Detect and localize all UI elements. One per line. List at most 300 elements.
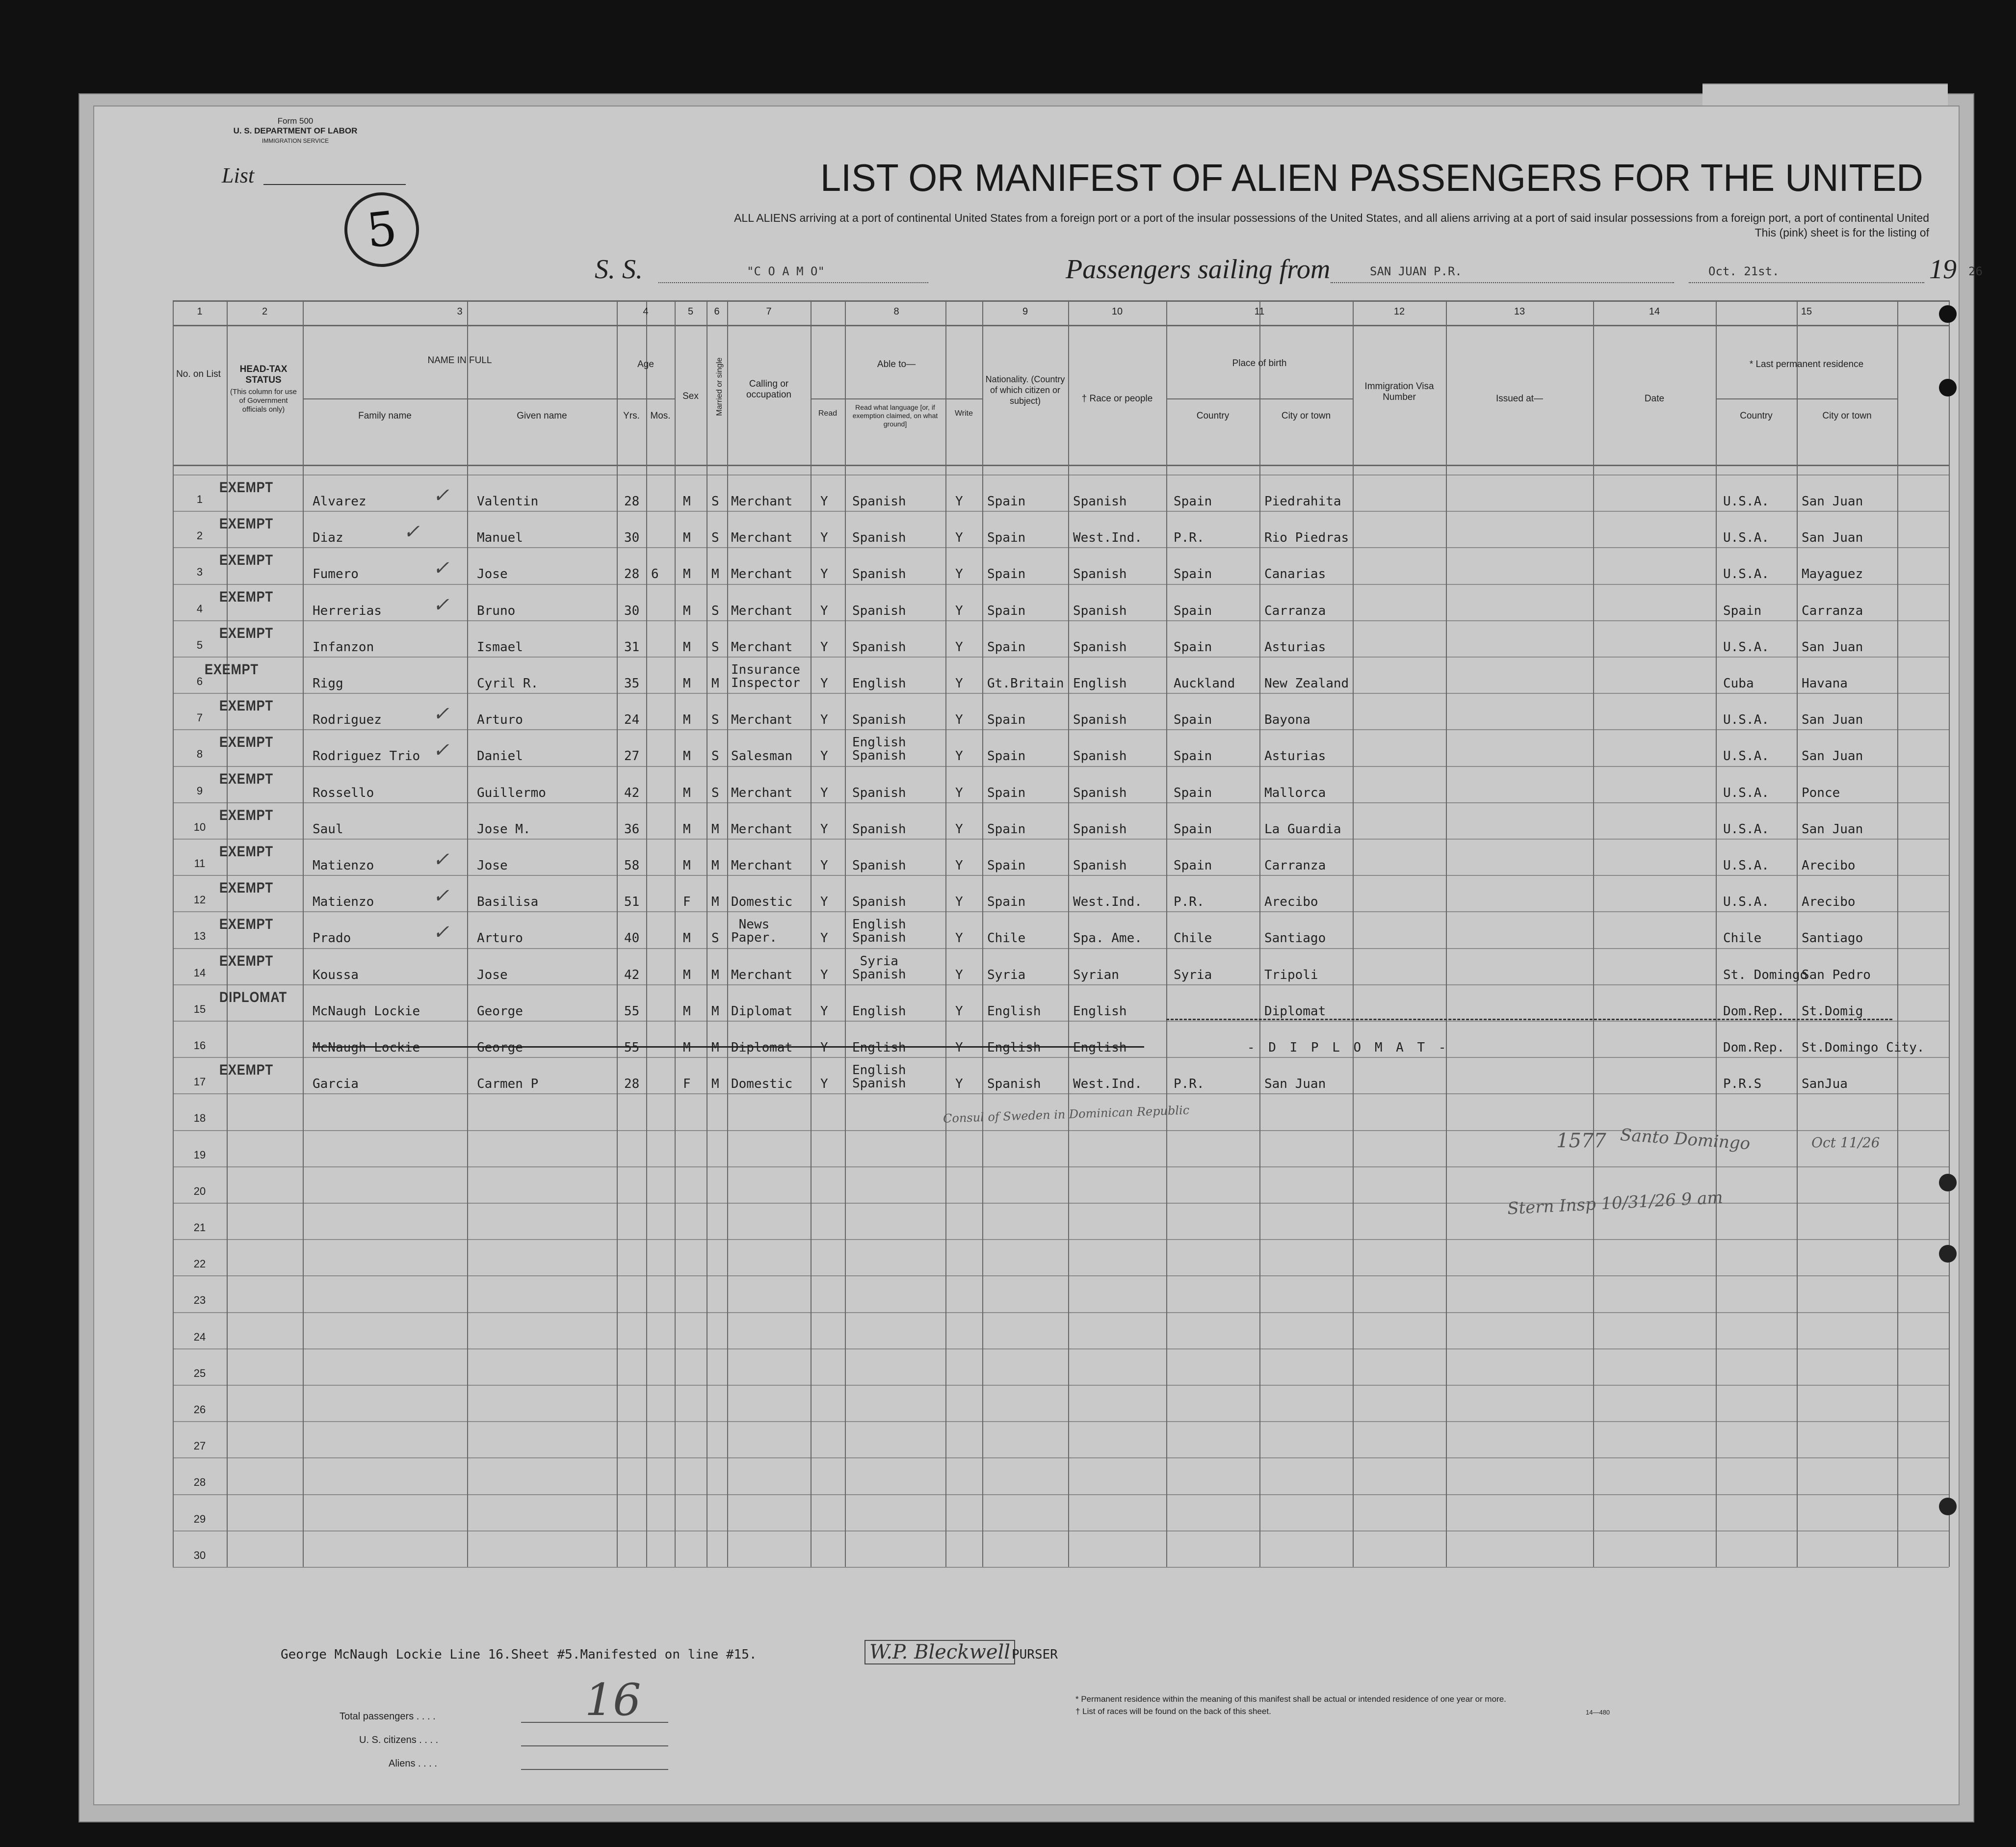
race: Spanish bbox=[1073, 567, 1127, 582]
form-info bbox=[222, 116, 369, 146]
table-rule bbox=[173, 325, 1949, 326]
subheader-rule bbox=[811, 398, 982, 399]
hdr-given-name: Given name bbox=[517, 411, 567, 421]
sex: M bbox=[683, 749, 691, 764]
row-number: 14 bbox=[193, 966, 206, 979]
residence-city: San Juan bbox=[1802, 749, 1863, 764]
head-tax-stamp: EXEMPT bbox=[205, 661, 259, 678]
given-name: Manuel bbox=[477, 530, 523, 546]
given-name: Arturo bbox=[477, 931, 523, 946]
nationality: Spain bbox=[987, 821, 1026, 837]
read-language: English Spanish bbox=[852, 735, 906, 764]
marital-status: S bbox=[711, 639, 719, 655]
hdr-res-country: Country bbox=[1740, 411, 1773, 421]
subtitle-line-1: ALL ALIENS arriving at a port of continental United States from a foreign port or a port of the insular possessions of the United States, and all aliens arriving at a port of said insular possessions from a foreign port, a port of continental United bbox=[734, 211, 1929, 224]
occupation: Merchant bbox=[731, 712, 793, 728]
handwritten-total: 16 bbox=[585, 1674, 641, 1726]
head-tax-stamp: DIPLOMAT bbox=[219, 989, 288, 1005]
column-number: 10 bbox=[1111, 306, 1123, 317]
row-rule bbox=[173, 875, 1949, 876]
occupation: Salesman bbox=[731, 749, 793, 764]
family-name: Matienzo bbox=[313, 858, 374, 873]
marital-status: M bbox=[711, 1077, 719, 1092]
residence-country: U.S.A. bbox=[1723, 494, 1769, 509]
date-underline bbox=[1689, 282, 1924, 283]
read-language: Spanish bbox=[852, 530, 906, 546]
read-language: Spanish bbox=[852, 821, 906, 837]
marital-status: M bbox=[711, 967, 719, 982]
marital-status: M bbox=[711, 567, 719, 582]
age-years: 27 bbox=[624, 749, 640, 764]
issued-date-15: Oct 11/26 bbox=[1811, 1135, 1880, 1151]
subheader-rule bbox=[617, 398, 675, 399]
read-language: Spanish bbox=[852, 895, 906, 910]
row-number: 6 bbox=[196, 675, 203, 687]
race: West.Ind. bbox=[1073, 1077, 1142, 1092]
birth-city: Tripoli bbox=[1264, 967, 1318, 982]
row-rule bbox=[173, 1275, 1949, 1276]
age-years: 28 bbox=[624, 567, 640, 582]
sex: M bbox=[683, 967, 691, 982]
occupation: Merchant bbox=[731, 821, 793, 837]
page-title: LIST OR MANIFEST OF ALIEN PASSENGERS FOR THE UNITED bbox=[820, 156, 1923, 199]
column-number: 11 bbox=[1254, 306, 1265, 317]
column-rule bbox=[675, 300, 676, 1567]
hdr-name-in-full: NAME IN FULL bbox=[427, 355, 492, 366]
can-write: Y bbox=[955, 749, 963, 764]
consul-note: Consul of Sweden in Dominican Republic bbox=[943, 1103, 1190, 1126]
sex: M bbox=[683, 530, 691, 546]
race: West.Ind. bbox=[1073, 530, 1142, 546]
family-name: McNaugh Lockie bbox=[313, 1003, 420, 1019]
binder-hole bbox=[1939, 1498, 1957, 1515]
check-mark: ✓ bbox=[433, 921, 449, 944]
head-tax-stamp: EXEMPT bbox=[219, 516, 273, 532]
birth-country: Spain bbox=[1174, 639, 1212, 655]
residence-city: Carranza bbox=[1802, 603, 1863, 618]
birth-country: Spain bbox=[1174, 603, 1212, 618]
residence-city: San Juan bbox=[1802, 712, 1863, 728]
sex: M bbox=[683, 603, 691, 618]
year-suffix: 26 bbox=[1968, 264, 1983, 278]
can-write: Y bbox=[955, 639, 963, 655]
row-rule bbox=[173, 911, 1949, 912]
sex: M bbox=[683, 1003, 691, 1019]
row-rule bbox=[173, 729, 1949, 730]
hdr-last-residence: * Last permanent residence bbox=[1749, 359, 1864, 369]
can-read: Y bbox=[820, 603, 828, 618]
occupation: Merchant bbox=[731, 567, 793, 582]
can-write: Y bbox=[955, 712, 963, 728]
row-number: 24 bbox=[193, 1330, 206, 1343]
read-language: Spanish bbox=[852, 712, 906, 728]
birth-country: Spain bbox=[1174, 567, 1212, 582]
column-rule bbox=[173, 300, 174, 1567]
row-number: 12 bbox=[193, 894, 206, 906]
hdr-res-city: City or town bbox=[1822, 411, 1872, 421]
list-label: List bbox=[222, 163, 255, 187]
row-number: 30 bbox=[193, 1549, 206, 1561]
family-name: McNaugh Lockie bbox=[313, 1040, 420, 1055]
column-rule bbox=[1593, 300, 1594, 1567]
family-name: Matienzo bbox=[313, 895, 374, 910]
can-read: Y bbox=[820, 749, 828, 764]
hdr-able-to: Able to— bbox=[877, 359, 916, 369]
race: Spanish bbox=[1073, 603, 1127, 618]
race: Spanish bbox=[1073, 785, 1127, 800]
hdr-visa: Immigration Visa Number bbox=[1364, 381, 1434, 402]
birth-city: New Zealand bbox=[1264, 676, 1349, 691]
subheader-rule bbox=[1716, 398, 1897, 399]
can-read: Y bbox=[820, 1040, 828, 1055]
nationality: Gt.Britain bbox=[987, 676, 1064, 691]
column-number: 1 bbox=[197, 306, 203, 317]
race: Syrian bbox=[1073, 967, 1119, 982]
subtitle-line-2: This (pink) sheet is for the listing of bbox=[1754, 226, 1929, 239]
given-name: Jose bbox=[477, 967, 508, 982]
age-years: 51 bbox=[624, 895, 640, 910]
hdr-place-of-birth: Place of birth bbox=[1232, 358, 1287, 369]
aliens-label: Aliens . . . . bbox=[389, 1758, 437, 1769]
residence-country: U.S.A. bbox=[1723, 530, 1769, 546]
birth-city: Asturias bbox=[1264, 749, 1326, 764]
birth-country: Spain bbox=[1174, 821, 1212, 837]
marital-status: S bbox=[711, 603, 719, 618]
residence-country: Dom.Rep. bbox=[1723, 1003, 1785, 1019]
race: West.Ind. bbox=[1073, 895, 1142, 910]
read-language: Spanish bbox=[852, 858, 906, 873]
can-read: Y bbox=[820, 530, 828, 546]
occupation: Diplomat bbox=[731, 1040, 793, 1055]
family-name: Infanzon bbox=[313, 639, 374, 655]
race: Spanish bbox=[1073, 821, 1127, 837]
occupation: Insurance Inspector bbox=[731, 662, 800, 690]
column-rule bbox=[467, 300, 468, 1567]
family-name: Rodriguez bbox=[313, 712, 382, 728]
birth-country: P.R. bbox=[1174, 895, 1204, 910]
head-tax-stamp: EXEMPT bbox=[219, 1062, 273, 1079]
age-years: 30 bbox=[624, 530, 640, 546]
nationality: Spanish bbox=[987, 1077, 1041, 1092]
hdr-visa-date: Date bbox=[1644, 394, 1665, 404]
footnote-races: † List of races will be found on the back of this sheet. bbox=[1075, 1707, 1271, 1716]
column-rule bbox=[1897, 300, 1898, 1567]
visa-number-15: 1577 bbox=[1556, 1130, 1606, 1152]
marital-status: M bbox=[711, 1003, 719, 1019]
race: English bbox=[1073, 1003, 1127, 1019]
given-name: Jose M. bbox=[477, 821, 531, 837]
form-number: Form 500 bbox=[277, 116, 314, 126]
row-number: 11 bbox=[194, 857, 206, 870]
column-rule bbox=[982, 300, 983, 1567]
hdr-no-on-list: No. on List bbox=[176, 369, 221, 379]
column-number: 5 bbox=[687, 306, 694, 317]
row-number: 23 bbox=[193, 1294, 206, 1307]
nationality: Spain bbox=[987, 785, 1026, 800]
us-citizens-label: U. S. citizens . . . . bbox=[359, 1735, 439, 1745]
sex: M bbox=[683, 785, 691, 800]
age-years: 58 bbox=[624, 858, 640, 873]
row-number: 3 bbox=[196, 566, 203, 579]
check-mark: ✓ bbox=[433, 484, 449, 507]
column-number: 8 bbox=[893, 306, 899, 317]
row-rule bbox=[173, 1385, 1949, 1386]
hdr-read-lang: Read what language [or, if exemption claimed, on what ground] bbox=[852, 403, 938, 428]
row-rule bbox=[173, 1093, 1949, 1094]
birth-country: Spain bbox=[1174, 712, 1212, 728]
hdr-married: Married or single bbox=[715, 357, 724, 416]
occupation: Merchant bbox=[731, 603, 793, 618]
nationality: Spain bbox=[987, 530, 1026, 546]
residence-country: Dom.Rep. bbox=[1723, 1040, 1785, 1055]
row-rule bbox=[173, 620, 1949, 621]
occupation: News Paper. bbox=[731, 917, 777, 946]
row-number: 27 bbox=[193, 1440, 206, 1452]
row-rule bbox=[173, 584, 1949, 585]
read-language: Spanish bbox=[852, 567, 906, 582]
occupation: Merchant bbox=[731, 530, 793, 546]
age-years: 42 bbox=[624, 967, 640, 982]
age-years: 28 bbox=[624, 494, 640, 509]
age-months: 6 bbox=[651, 567, 659, 582]
given-name: Valentin bbox=[477, 494, 539, 509]
column-number: 4 bbox=[643, 306, 649, 317]
race: English bbox=[1073, 1040, 1127, 1055]
table-rule bbox=[173, 300, 1949, 302]
can-read: Y bbox=[820, 967, 828, 982]
race: Spanish bbox=[1073, 639, 1127, 655]
occupation: Merchant bbox=[731, 639, 793, 655]
read-language: English bbox=[852, 1040, 906, 1055]
dashed-line bbox=[1166, 1019, 1892, 1020]
birth-city: Rio Piedras bbox=[1264, 530, 1349, 546]
column-number: 14 bbox=[1649, 306, 1660, 317]
can-read: Y bbox=[820, 858, 828, 873]
sail-date: Oct. 21st. bbox=[1708, 264, 1780, 278]
birth-city: Canarias bbox=[1264, 567, 1326, 582]
ship-line bbox=[595, 254, 1983, 288]
birth-city: Piedrahita bbox=[1264, 494, 1341, 509]
row-rule bbox=[173, 1166, 1949, 1167]
sex: F bbox=[683, 1077, 691, 1092]
column-number: 7 bbox=[766, 306, 772, 317]
residence-country: U.S.A. bbox=[1723, 567, 1769, 582]
given-name: Carmen P bbox=[477, 1077, 539, 1092]
can-read: Y bbox=[820, 494, 828, 509]
head-tax-stamp: EXEMPT bbox=[219, 916, 273, 933]
footnote-residence: * Permanent residence within the meaning of this manifest shall be actual or intended residence of one year or more. bbox=[1075, 1694, 1506, 1704]
given-name: Daniel bbox=[477, 749, 523, 764]
can-write: Y bbox=[955, 1040, 963, 1055]
birth-city: Santiago bbox=[1264, 931, 1326, 946]
row-rule bbox=[173, 1021, 1949, 1022]
read-language: Spanish bbox=[852, 639, 906, 655]
marital-status: S bbox=[711, 712, 719, 728]
column-rule bbox=[617, 300, 618, 1567]
binder-hole bbox=[1939, 1245, 1957, 1263]
row-rule bbox=[173, 1494, 1949, 1495]
residence-country: U.S.A. bbox=[1723, 821, 1769, 837]
nationality: Syria bbox=[987, 967, 1026, 982]
read-language: Spanish bbox=[852, 785, 906, 800]
row-rule bbox=[173, 1457, 1949, 1458]
ship-underline bbox=[658, 282, 928, 283]
binder-hole bbox=[1939, 1174, 1957, 1191]
column-number: 2 bbox=[262, 306, 268, 317]
residence-city: Arecibo bbox=[1802, 895, 1856, 910]
sex: M bbox=[683, 712, 691, 728]
can-read: Y bbox=[820, 895, 828, 910]
birth-country: P.R. bbox=[1174, 530, 1204, 546]
nationality: English bbox=[987, 1003, 1041, 1019]
row-number: 16 bbox=[193, 1039, 206, 1052]
nationality: Spain bbox=[987, 567, 1026, 582]
column-rule bbox=[1068, 300, 1069, 1567]
hdr-read: Read bbox=[818, 409, 838, 418]
can-read: Y bbox=[820, 821, 828, 837]
race: Spanish bbox=[1073, 749, 1127, 764]
binder-hole bbox=[1939, 305, 1957, 323]
head-tax-stamp: EXEMPT bbox=[219, 588, 273, 605]
occupation: Merchant bbox=[731, 785, 793, 800]
hdr-race: † Race or people bbox=[1081, 394, 1153, 404]
read-language: English bbox=[852, 676, 906, 691]
residence-city: San Juan bbox=[1802, 494, 1863, 509]
nationality: Spain bbox=[987, 858, 1026, 873]
row-number: 17 bbox=[193, 1076, 206, 1088]
nationality: Spain bbox=[987, 712, 1026, 728]
birth-city: Asturias bbox=[1264, 639, 1326, 655]
head-tax-stamp: EXEMPT bbox=[219, 625, 273, 641]
read-language: English bbox=[852, 1003, 906, 1019]
occupation: Merchant bbox=[731, 858, 793, 873]
age-years: 30 bbox=[624, 603, 640, 618]
read-language: Spanish bbox=[852, 603, 906, 618]
can-read: Y bbox=[820, 931, 828, 946]
age-years: 31 bbox=[624, 639, 640, 655]
hdr-sex: Sex bbox=[682, 391, 699, 401]
sex: M bbox=[683, 676, 691, 691]
check-mark: ✓ bbox=[433, 885, 449, 908]
table-rule bbox=[173, 465, 1949, 466]
total-line-1 bbox=[521, 1722, 668, 1723]
birth-city: La Guardia bbox=[1264, 821, 1341, 837]
birth-country: - D I P L O M A T - bbox=[1247, 1040, 1449, 1055]
given-name: George bbox=[477, 1040, 523, 1055]
subtitle bbox=[497, 211, 1929, 240]
hdr-nationality: Nationality. (Country of which citizen or subject) bbox=[985, 374, 1065, 406]
residence-country: Spain bbox=[1723, 603, 1762, 618]
birth-city: Carranza bbox=[1264, 858, 1326, 873]
marital-status: M bbox=[711, 858, 719, 873]
ship-name: "C O A M O" bbox=[747, 264, 825, 278]
residence-city: San Juan bbox=[1802, 821, 1863, 837]
head-tax-stamp: EXEMPT bbox=[219, 770, 273, 787]
row-rule bbox=[173, 1421, 1949, 1422]
service: IMMIGRATION SERVICE bbox=[262, 137, 329, 144]
nationality: Spain bbox=[987, 603, 1026, 618]
head-tax-stamp: EXEMPT bbox=[219, 552, 273, 569]
family-name: Garcia bbox=[313, 1077, 359, 1092]
column-number: 15 bbox=[1801, 306, 1812, 317]
age-years: 40 bbox=[624, 931, 640, 946]
read-language: English Spanish bbox=[852, 917, 906, 946]
family-name: Alvarez bbox=[313, 494, 367, 509]
row-rule bbox=[173, 984, 1949, 985]
head-tax-stamp: EXEMPT bbox=[219, 734, 273, 751]
purser-signature: W.P. Bleckwell bbox=[864, 1640, 1015, 1664]
age-years: 55 bbox=[624, 1040, 640, 1055]
occupation: Merchant bbox=[731, 967, 793, 982]
binder-hole bbox=[1939, 379, 1957, 396]
given-name: Cyril R. bbox=[477, 676, 539, 691]
footer-note: George McNaugh Lockie Line 16.Sheet #5.Manifested on line #15. bbox=[281, 1647, 757, 1662]
row-rule bbox=[173, 693, 1949, 694]
row-number: 9 bbox=[196, 784, 203, 797]
column-number: 3 bbox=[457, 306, 463, 317]
row-number: 8 bbox=[196, 748, 203, 761]
can-write: Y bbox=[955, 931, 963, 946]
can-read: Y bbox=[820, 785, 828, 800]
port: SAN JUAN P.R. bbox=[1370, 264, 1462, 278]
column-rule bbox=[811, 300, 812, 1567]
residence-city: Arecibo bbox=[1802, 858, 1856, 873]
check-mark: ✓ bbox=[433, 593, 449, 616]
form-code: 14—480 bbox=[1586, 1709, 1610, 1716]
year-prefix: 19 bbox=[1929, 254, 1957, 285]
row-rule bbox=[173, 802, 1949, 803]
family-name: Rigg bbox=[313, 676, 343, 691]
check-mark: ✓ bbox=[433, 848, 449, 871]
row-number: 18 bbox=[193, 1112, 206, 1125]
age-years: 42 bbox=[624, 785, 640, 800]
family-name: Koussa bbox=[313, 967, 359, 982]
residence-city: St.Domig bbox=[1802, 1003, 1863, 1019]
marital-status: M bbox=[711, 676, 719, 691]
head-tax-stamp: EXEMPT bbox=[219, 807, 273, 823]
can-write: Y bbox=[955, 1077, 963, 1092]
given-name: Arturo bbox=[477, 712, 523, 728]
column-rule bbox=[945, 300, 946, 1567]
residence-country: U.S.A. bbox=[1723, 712, 1769, 728]
hdr-issued-at: Issued at— bbox=[1495, 394, 1544, 404]
hdr-age: Age bbox=[637, 359, 654, 369]
residence-city: San Juan bbox=[1802, 530, 1863, 546]
residence-country: Cuba bbox=[1723, 676, 1754, 691]
read-language: English Spanish bbox=[852, 1063, 906, 1091]
can-read: Y bbox=[820, 639, 828, 655]
family-name: Prado bbox=[313, 931, 351, 946]
head-tax-stamp: EXEMPT bbox=[219, 479, 273, 496]
birth-country: P.R. bbox=[1174, 1077, 1204, 1092]
nationality: Spain bbox=[987, 895, 1026, 910]
nationality: Spain bbox=[987, 639, 1026, 655]
family-name: Diaz bbox=[313, 530, 343, 546]
hdr-head-tax-note: (This column for use of Government officials only) bbox=[230, 388, 297, 414]
age-years: 35 bbox=[624, 676, 640, 691]
residence-country: St. Domingo bbox=[1723, 967, 1808, 982]
residence-city: San Pedro bbox=[1802, 967, 1871, 982]
residence-city: SanJua bbox=[1802, 1077, 1848, 1092]
check-mark: ✓ bbox=[403, 521, 420, 544]
row-rule bbox=[173, 547, 1949, 548]
hdr-birth-city: City or town bbox=[1281, 411, 1331, 421]
strikethrough-line bbox=[313, 1046, 1144, 1048]
race: English bbox=[1073, 676, 1127, 691]
column-number: 12 bbox=[1393, 306, 1405, 317]
can-read: Y bbox=[820, 676, 828, 691]
read-language: Syria Spanish bbox=[852, 953, 906, 982]
